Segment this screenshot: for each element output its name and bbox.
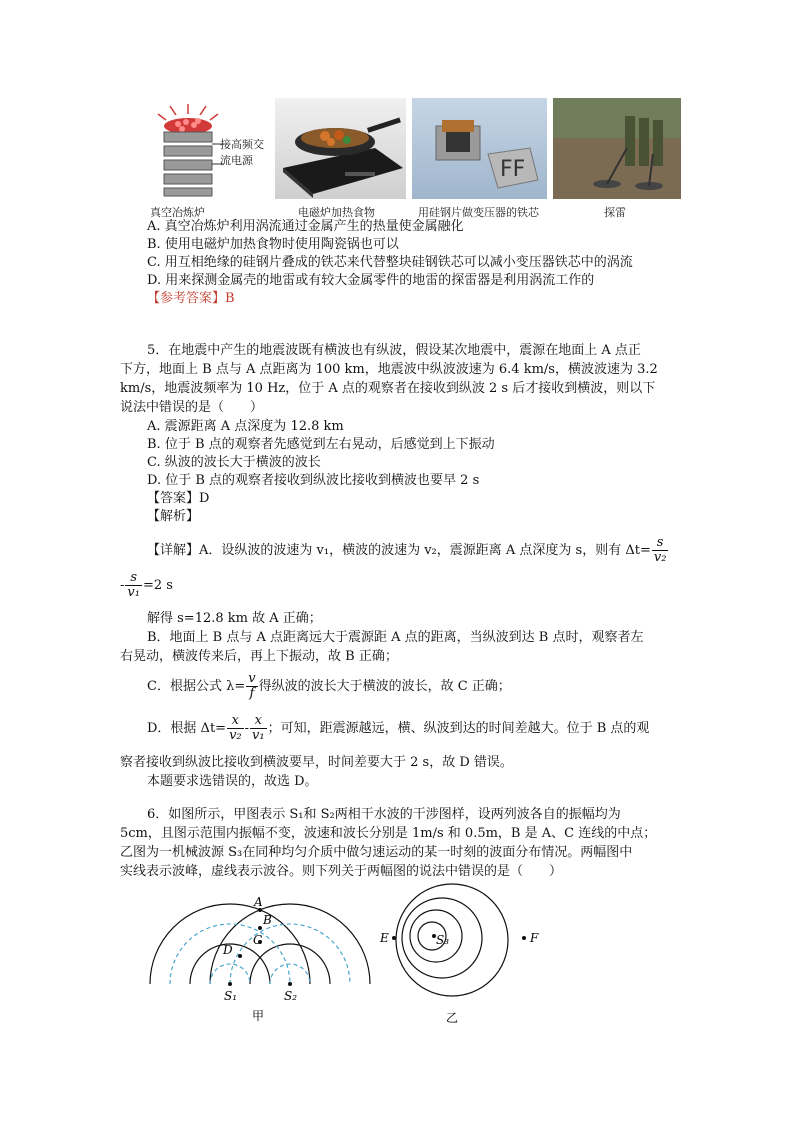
q5-stem-3: km/s，地震波频率为 10 Hz，位于 A 点的观察者在接收到纵波 2 s 后才接收到横波，则以下 (120, 381, 656, 396)
caption-cooker: 电磁炉加热食物 (298, 206, 375, 219)
q5-detail-a-eq: - $\frac{s}{\text{v₁}}$ =2 s (120, 570, 173, 600)
q6-stem-3: 乙图为一机械波源 S₃在同种均匀介质中做匀速运动的某一时刻的波面分布情况。两幅图中 (120, 845, 633, 860)
doppler-diagram-yi (372, 880, 552, 1030)
q5-detail-b-2: 右晃动，横波传来后，再上下振动，故 B 正确； (120, 649, 398, 664)
source-s3-label: S₃ (436, 933, 450, 947)
q4-option-c: C. 用互相绝缘的硅钢片叠成的铁芯来代替整块硅钢铁芯可以减小变压器铁芯中的涡流 (147, 255, 633, 270)
q5-option-c: C. 纵波的波长大于横波的波长 (147, 455, 321, 470)
q5-detail-d: D．根据 Δt= $\frac{x}{\text{v₂}}$ - $\frac{x}{\text{v₁}}$ ；可知，距震源越远，横、纵波到达的时间差越大。位于 B 点的观 (147, 713, 650, 743)
q4-option-d: D. 用来探测金属壳的地雷或有较大金属零件的地雷的探雷器是利用涡流工作的 (147, 273, 595, 288)
q6-stem-1: 6．如图所示，甲图表示 S₁和 S₂两相干水波的干涉图样，设两列波各自的振幅均为 (147, 807, 621, 822)
q4-option-b: B. 使用电磁炉加热食物时使用陶瓷锅也可以 (147, 237, 399, 252)
fraction-s-over-v2: $\frac{s}{\text{v₂}}$ (653, 535, 667, 565)
q5-option-b: B. 位于 B 点的观察者先感觉到左右晃动，后感觉到上下振动 (147, 437, 495, 452)
interference-diagram-jia (140, 884, 380, 1024)
fraction-s-over-v1: $\frac{s}{\text{v₁}}$ (127, 570, 140, 600)
q5-detail-end: 本题要求选错误的，故选 D。 (147, 774, 318, 789)
point-e-label: E (380, 931, 389, 945)
induction-cooker-photo (275, 98, 406, 199)
point-f-label: F (530, 931, 539, 945)
point-a-label: A (254, 895, 263, 909)
transformer-photo (412, 98, 547, 199)
q5-detail-a (147, 536, 669, 565)
furnace-label-line1: 接高频交 (220, 138, 264, 151)
caption-mine: 探雷 (604, 206, 626, 219)
point-c-label: C (253, 933, 263, 947)
q5-option-d: D. 位于 B 点的观察者接收到纵波比接收到横波也要早 2 s (147, 473, 480, 488)
q5-detail-c: C．根据公式 λ= $\frac{v}{f}$ 得纵波的波长大于横波的波长，故 C 正确； (147, 671, 511, 701)
q5-analysis-tag: 【解析】 (147, 509, 200, 524)
q5-option-a: A. 震源距离 A 点深度为 12.8 km (147, 419, 344, 434)
q5-detail-d-3: 察者接收到纵波比接收到横波要早，时间差要大于 2 s，故 D 错误。 (120, 755, 513, 770)
fraction-v-over-f: $\frac{v}{f}$ (248, 671, 256, 701)
q5-stem-1: 5．在地震中产生的地震波既有横波也有纵波，假设某次地震中，震源在地面上 A 点正 (147, 343, 641, 358)
q5-detail-a-text: 【详解】A．设纵波的波速为 v₁，横波的波速为 v₂，震源距离 A 点深度为 s，则有 Δt= (147, 543, 651, 558)
svg-text:FF: FF (500, 157, 526, 182)
figure-yi-caption: 乙 (446, 1011, 459, 1025)
q5-answer: 【答案】D (147, 491, 210, 506)
figure-jia-caption: 甲 (252, 1009, 265, 1023)
caption-transformer: 用硅钢片做变压器的铁芯 (418, 206, 539, 219)
source-s2-label: S₂ (284, 989, 298, 1003)
fraction-x-over-v1: $\frac{x}{\text{v₁}}$ (252, 713, 265, 743)
furnace-figure (146, 100, 270, 200)
point-d-label: D (223, 943, 233, 957)
source-s1-label: S₁ (224, 989, 238, 1003)
q5-stem-4: 说法中错误的是（ ） (120, 400, 264, 415)
q5-detail-b-1: B．地面上 B 点与 A 点距离远大于震源距 A 点的距离，当纵波到达 B 点时，观察者左 (147, 630, 644, 645)
q5-stem-2: 下方，地面上 B 点与 A 点距离为 100 km，地震波中纵波波速为 6.4 km/s，横波波速为 3.2 (120, 362, 658, 377)
caption-furnace: 真空冶炼炉 (150, 206, 205, 219)
q6-stem-4: 实线表示波峰，虚线表示波谷。则下列关于两幅图的说法中错误的是（ ） (120, 864, 563, 879)
q4-option-a: A. 真空冶炼炉利用涡流通过金属产生的热量使金属融化 (147, 219, 464, 234)
point-b-label: B (263, 913, 272, 927)
fraction-x-over-v2: $\frac{x}{\text{v₂}}$ (229, 713, 242, 743)
q4-answer: 【参考答案】B (147, 291, 235, 306)
mine-detection-photo (553, 98, 681, 199)
furnace-label-line2: 流电源 (220, 154, 253, 167)
q6-stem-2: 5cm，且图示范围内振幅不变，波速和波长分别是 1m/s 和 0.5m，B 是 A、C 连线的中点； (120, 826, 657, 841)
q5-solve: 解得 s=12.8 km 故 A 正确； (147, 611, 322, 626)
